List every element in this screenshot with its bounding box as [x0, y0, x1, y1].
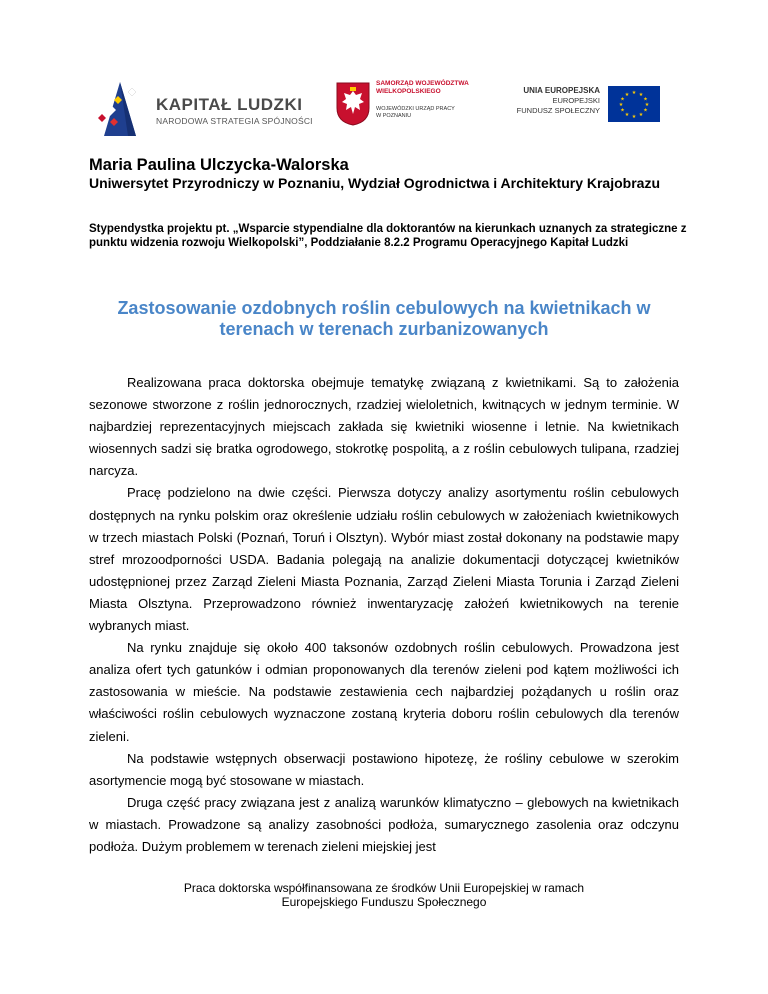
- samorzad-line1: SAMORZĄD WOJEWÓDZTWA: [376, 80, 469, 87]
- footer: [0, 881, 768, 909]
- svg-text:★: ★: [624, 92, 630, 98]
- author-affiliation: Uniwersytet Przyrodniczy w Poznaniu, Wydział Ogrodnictwa i Architektury Krajobrazu: [89, 175, 660, 191]
- svg-text:★: ★: [638, 112, 644, 118]
- logo-bar: [0, 70, 768, 140]
- wup-name: [376, 106, 455, 120]
- svg-text:★: ★: [618, 102, 624, 108]
- eagle-coat-of-arms-icon: [336, 82, 370, 126]
- eu-text: [517, 86, 600, 116]
- document-title: Zastosowanie ozdobnych roślin cebulowych na kwietnikach w terenach w terenach zurbanizowanych: [117, 298, 651, 339]
- wup-line2: W POZNANIU: [376, 113, 412, 119]
- paragraph: Pracę podzielono na dwie części. Pierwsza dotyczy analizy asortymentu roślin cebulowych dostępnych na rynku polskim oraz określenie udziału roślin cebulowych w założeniach kwietnikowych w trzech miastach Polski (Poznań, Toruń i Olsztyn). Wybór miast został dokonany na podstawie mapy stref mrozoodporności USDA. Badania polegają na analizie dokumentacji dotyczącej kwietników udostępnionej przez Zarząd Zieleni Miasta Poznania, Zarząd Zieleni Miasta Torunia i Zarząd Zieleni Miasta Olsztyna. Przeprowadzono również inwentaryzację założeń kwietnikowych na terenie wybranych miast.: [89, 485, 679, 634]
- author-block: [89, 155, 689, 192]
- svg-text:★: ★: [638, 92, 644, 98]
- eu-logo: [496, 84, 666, 128]
- svg-text:★: ★: [631, 114, 637, 120]
- svg-text:★: ★: [643, 107, 648, 114]
- author-name: Maria Paulina Ulczycka-Walorska: [89, 156, 349, 174]
- footer-line1: Praca doktorska współfinansowana ze środków Unii Europejskiej w ramach: [183, 881, 585, 895]
- body-text: [89, 372, 679, 858]
- svg-text:★: ★: [620, 107, 625, 114]
- svg-text:★: ★: [620, 96, 625, 103]
- svg-text:★: ★: [631, 90, 637, 96]
- kapital-ludzki-emblem-icon: [96, 74, 156, 140]
- eu-line1: UNIA EUROPEJSKA: [523, 86, 600, 95]
- kapital-ludzki-title: KAPITAŁ LUDZKI: [156, 95, 303, 114]
- paragraph: Na podstawie wstępnych obserwacji postawiono hipotezę, że rośliny cebulowe w szerokim asortymencie mogą być stosowane w miastach.: [89, 750, 679, 788]
- kapital-ludzki-logo: [96, 74, 313, 140]
- paragraph: Realizowana praca doktorska obejmuje tematykę związaną z kwietnikami. Są to założenia sezonowe stworzone z roślin jednorocznych, rzadziej wieloletnich, kwitnących w jednym terminie. W najbardziej reprezentacyjnych miejscach zakłada się kwietniki wiosenne i letnie. Na kwietnikach wiosennych sadzi się bratka ogrodowego, stokrotkę pospolitą, a z roślin cebulowych tulipana, rzadziej narcyza.: [89, 375, 679, 479]
- kapital-ludzki-subtitle: NARODOWA STRATEGIA SPÓJNOŚCI: [156, 116, 313, 126]
- wup-line1: WOJEWÓDZKI URZĄD PRACY: [376, 106, 455, 112]
- samorzad-logo: [334, 80, 469, 136]
- scholarship-note: Stypendystka projektu pt. „Wsparcie stypendialne dla doktorantów na kierunkach uznanych za strategiczne z punktu widzenia rozwoju Wielkopolski”, Poddziałanie 8.2.2 Programu Operacyjnego Kapitał Ludzki: [89, 223, 687, 249]
- samorzad-name: [376, 80, 469, 96]
- paragraph: Na rynku znajduje się około 400 taksonów ozdobnych roślin cebulowych. Prowadzona jest analiza ofert tych gatunków i odmian proponowanych dla terenów zieleni pod kątem możliwości ich zastosowania w mieście. Na podstawie zestawienia cech najbardziej pożądanych u roślin oraz właściwości roślin cebulowych wyznaczone zostaną kryteria doboru roślin cebulowych dla terenów zieleni.: [89, 640, 679, 744]
- footer-line2: Europejskiego Funduszu Społecznego: [281, 895, 487, 909]
- svg-text:★: ★: [624, 112, 630, 118]
- svg-text:★: ★: [643, 96, 648, 103]
- paragraph: Druga część pracy związana jest z analizą warunków klimatyczno – glebowych na kwietnikach w miastach. Prowadzone są analizy zasobności podłoża, sumarycznego zasolenia oraz odczynu podłoża. Dużym problemem w terenach zieleni miejskiej jest: [89, 794, 679, 854]
- samorzad-line2: WIELKOPOLSKIEGO: [376, 88, 441, 95]
- eu-line2: EUROPEJSKI: [552, 96, 600, 105]
- svg-text:★: ★: [644, 102, 650, 108]
- eu-flag-icon: [608, 86, 660, 122]
- eu-line3: FUNDUSZ SPOŁECZNY: [516, 106, 600, 115]
